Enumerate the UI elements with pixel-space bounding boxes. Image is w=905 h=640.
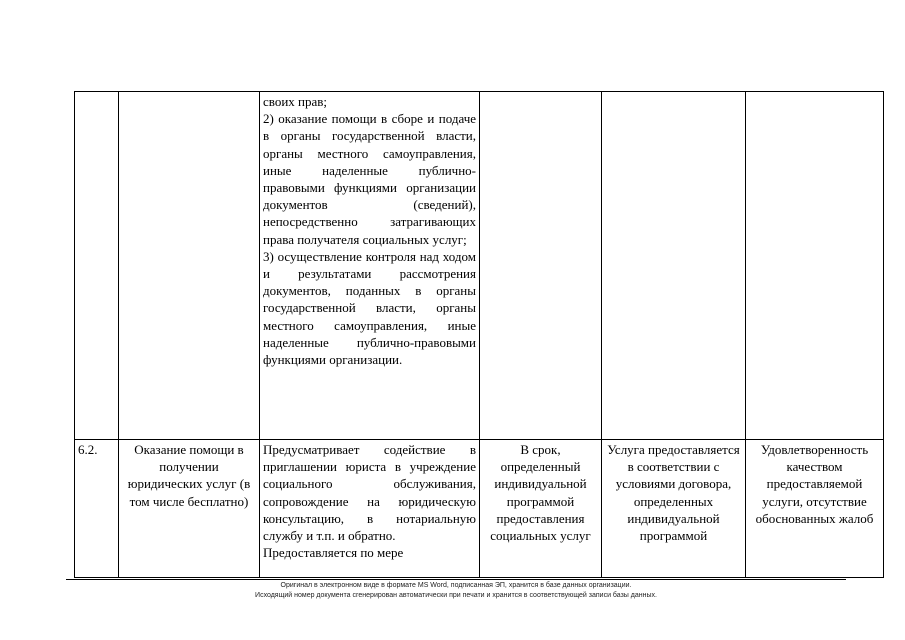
cell-number (75, 92, 119, 440)
cell-term: В срок, определенный индивидуальной программой предоставления социальных услуг (480, 440, 602, 578)
footer-note-number: Исходящий номер документа сгенерирован автоматически при печати и хранится в соответствующей записи базы данных. (255, 592, 657, 599)
footer-divider (66, 579, 846, 580)
table-row (75, 92, 884, 440)
cell-quality: Удовлетворенность качеством предоставляемой услуги, отсутствие обоснованных жалоб (746, 440, 884, 578)
cell-term (480, 92, 602, 440)
cell-description (260, 92, 480, 440)
footer-note-original: Оригинал в электронном виде в формате MS Word, подписанная ЭП, хранится в базе данных организации. (280, 582, 632, 589)
cell-quality (746, 92, 884, 440)
services-table (74, 91, 884, 578)
description-paragraph: Предоставляется по мере (263, 545, 404, 561)
cell-description (260, 440, 480, 578)
cell-conditions: Услуга предоставляется в соответствии с условиями договора, определенных индивидуальной программой (602, 440, 746, 578)
cell-number: 6.2. (75, 440, 119, 578)
cell-service (119, 92, 260, 440)
description-paragraph: 2) оказание помощи в сборе и подаче в органы государственной власти, органы местного самоуправления, иные наделенные публично-правовыми функциями организации документов (сведений), непосредственно затрагивающих права получателя социальных услуг; (263, 111, 476, 247)
cell-conditions (602, 92, 746, 440)
description-paragraph: своих прав; (263, 94, 328, 109)
table-row (75, 440, 884, 578)
description-paragraph: Предусматривает содействие в приглашении юриста в учреждение социального обслуживания, сопровождение на юридическую консультацию, в нотариальную службу и т.п. и обратно. (263, 442, 476, 544)
description-paragraph: 3) осуществление контроля над ходом и результатами рассмотрения документов, поданных в органы государственной власти, органы местного самоуправления, иные наделенные публично-правовыми функциями организации. (263, 248, 476, 368)
cell-service: Оказание помощи в получении юридических услуг (в том числе бесплатно) (119, 440, 260, 578)
